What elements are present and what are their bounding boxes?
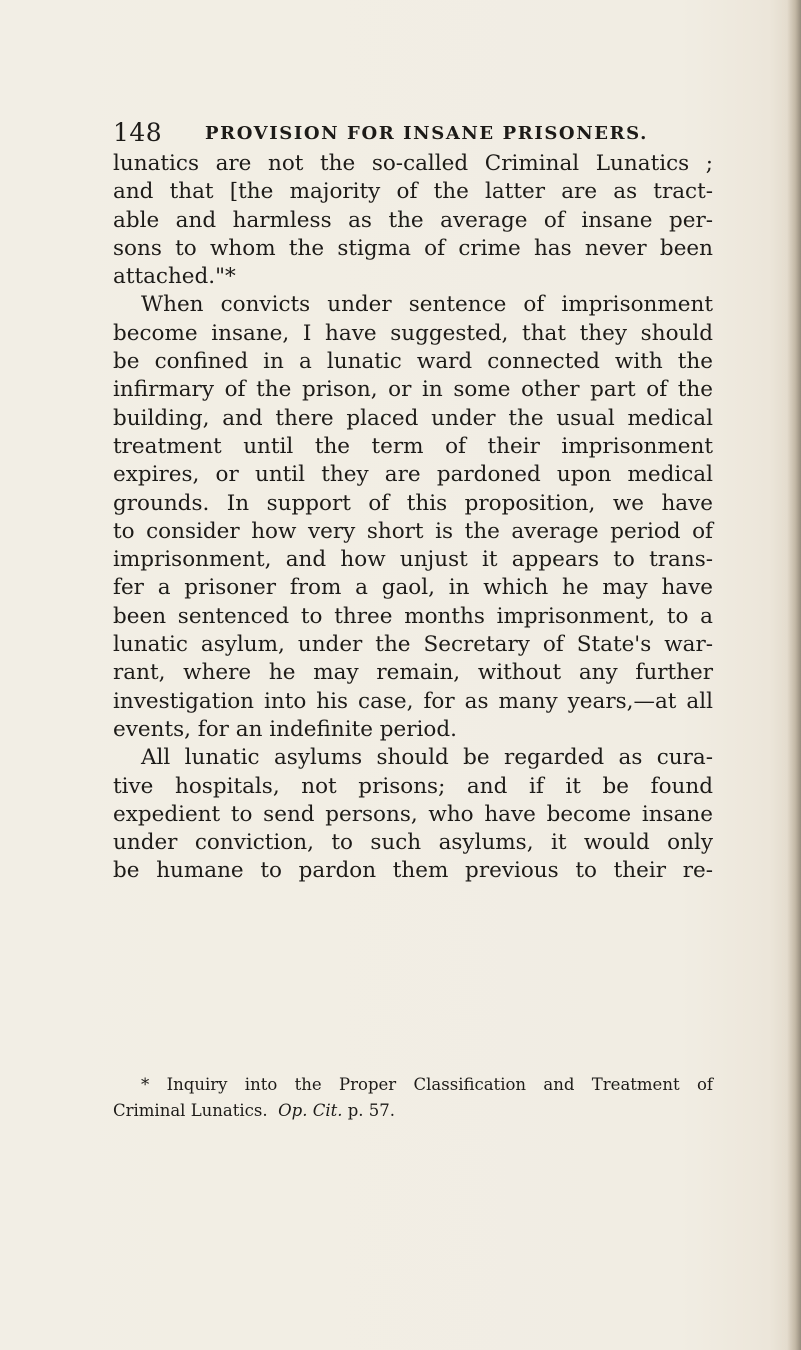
text-line: events, for an indefinite period. bbox=[113, 716, 457, 742]
footnote-source: Criminal Lunatics. bbox=[113, 1101, 268, 1120]
text-line: lunatics are not the so-called Criminal Lunatics ; bbox=[113, 151, 713, 176]
text-line: become insane, I have suggested, that they should bbox=[113, 320, 713, 346]
text-line: expires, or until they are pardoned upon medical bbox=[113, 462, 713, 488]
text-line: expedient to send persons, who have become insane bbox=[113, 801, 713, 827]
text-line: lunatic asylum, under the Secretary of State's war- bbox=[113, 632, 713, 658]
text-line: been sentenced to three months imprisonment, to a bbox=[113, 603, 713, 629]
page-edge-shadow bbox=[787, 0, 801, 1350]
text-line: able and harmless as the average of insane per- bbox=[113, 207, 713, 233]
page-header bbox=[113, 118, 713, 148]
text-line: to consider how very short is the average period of bbox=[113, 518, 713, 544]
running-head: PROVISION FOR INSANE PRISONERS. bbox=[205, 123, 648, 144]
text-line: When convicts under sentence of imprisonment bbox=[141, 292, 713, 318]
text-line: and that [the majority of the latter are as tract- bbox=[113, 179, 713, 205]
footnote-page: p. 57. bbox=[347, 1101, 396, 1120]
text-line: be confined in a lunatic ward connected with the bbox=[113, 349, 713, 375]
text-line: All lunatic asylums should be regarded as cura- bbox=[141, 745, 713, 771]
body-text bbox=[113, 150, 713, 886]
text-line: investigation into his case, for as many years,—at all bbox=[113, 688, 713, 714]
text-line: treatment until the term of their imprisonment bbox=[113, 433, 713, 459]
text-line: infirmary of the prison, or in some other part of the bbox=[113, 377, 713, 403]
text-line: grounds. In support of this proposition, we have bbox=[113, 490, 713, 516]
page-number: 148 bbox=[113, 118, 163, 147]
footnote-line: * Inquiry into the Proper Classification and Treatment of bbox=[141, 1075, 713, 1094]
footnote bbox=[113, 1072, 713, 1124]
text-line: sons to whom the stigma of crime has never been bbox=[113, 235, 713, 261]
text-line: rant, where he may remain, without any further bbox=[113, 660, 713, 686]
text-line: fer a prisoner from a gaol, in which he may have bbox=[113, 575, 713, 601]
text-line: imprisonment, and how unjust it appears to trans- bbox=[113, 547, 713, 573]
text-line: under conviction, to such asylums, it would only bbox=[113, 830, 713, 856]
text-line: building, and there placed under the usual medical bbox=[113, 405, 713, 431]
footnote-line bbox=[113, 1098, 713, 1124]
text-line: attached."* bbox=[113, 264, 236, 290]
footnote-citation: Op. Cit. bbox=[278, 1101, 343, 1120]
text-line: be humane to pardon them previous to their re- bbox=[113, 858, 713, 884]
text-line: tive hospitals, not prisons; and if it be found bbox=[113, 773, 713, 799]
